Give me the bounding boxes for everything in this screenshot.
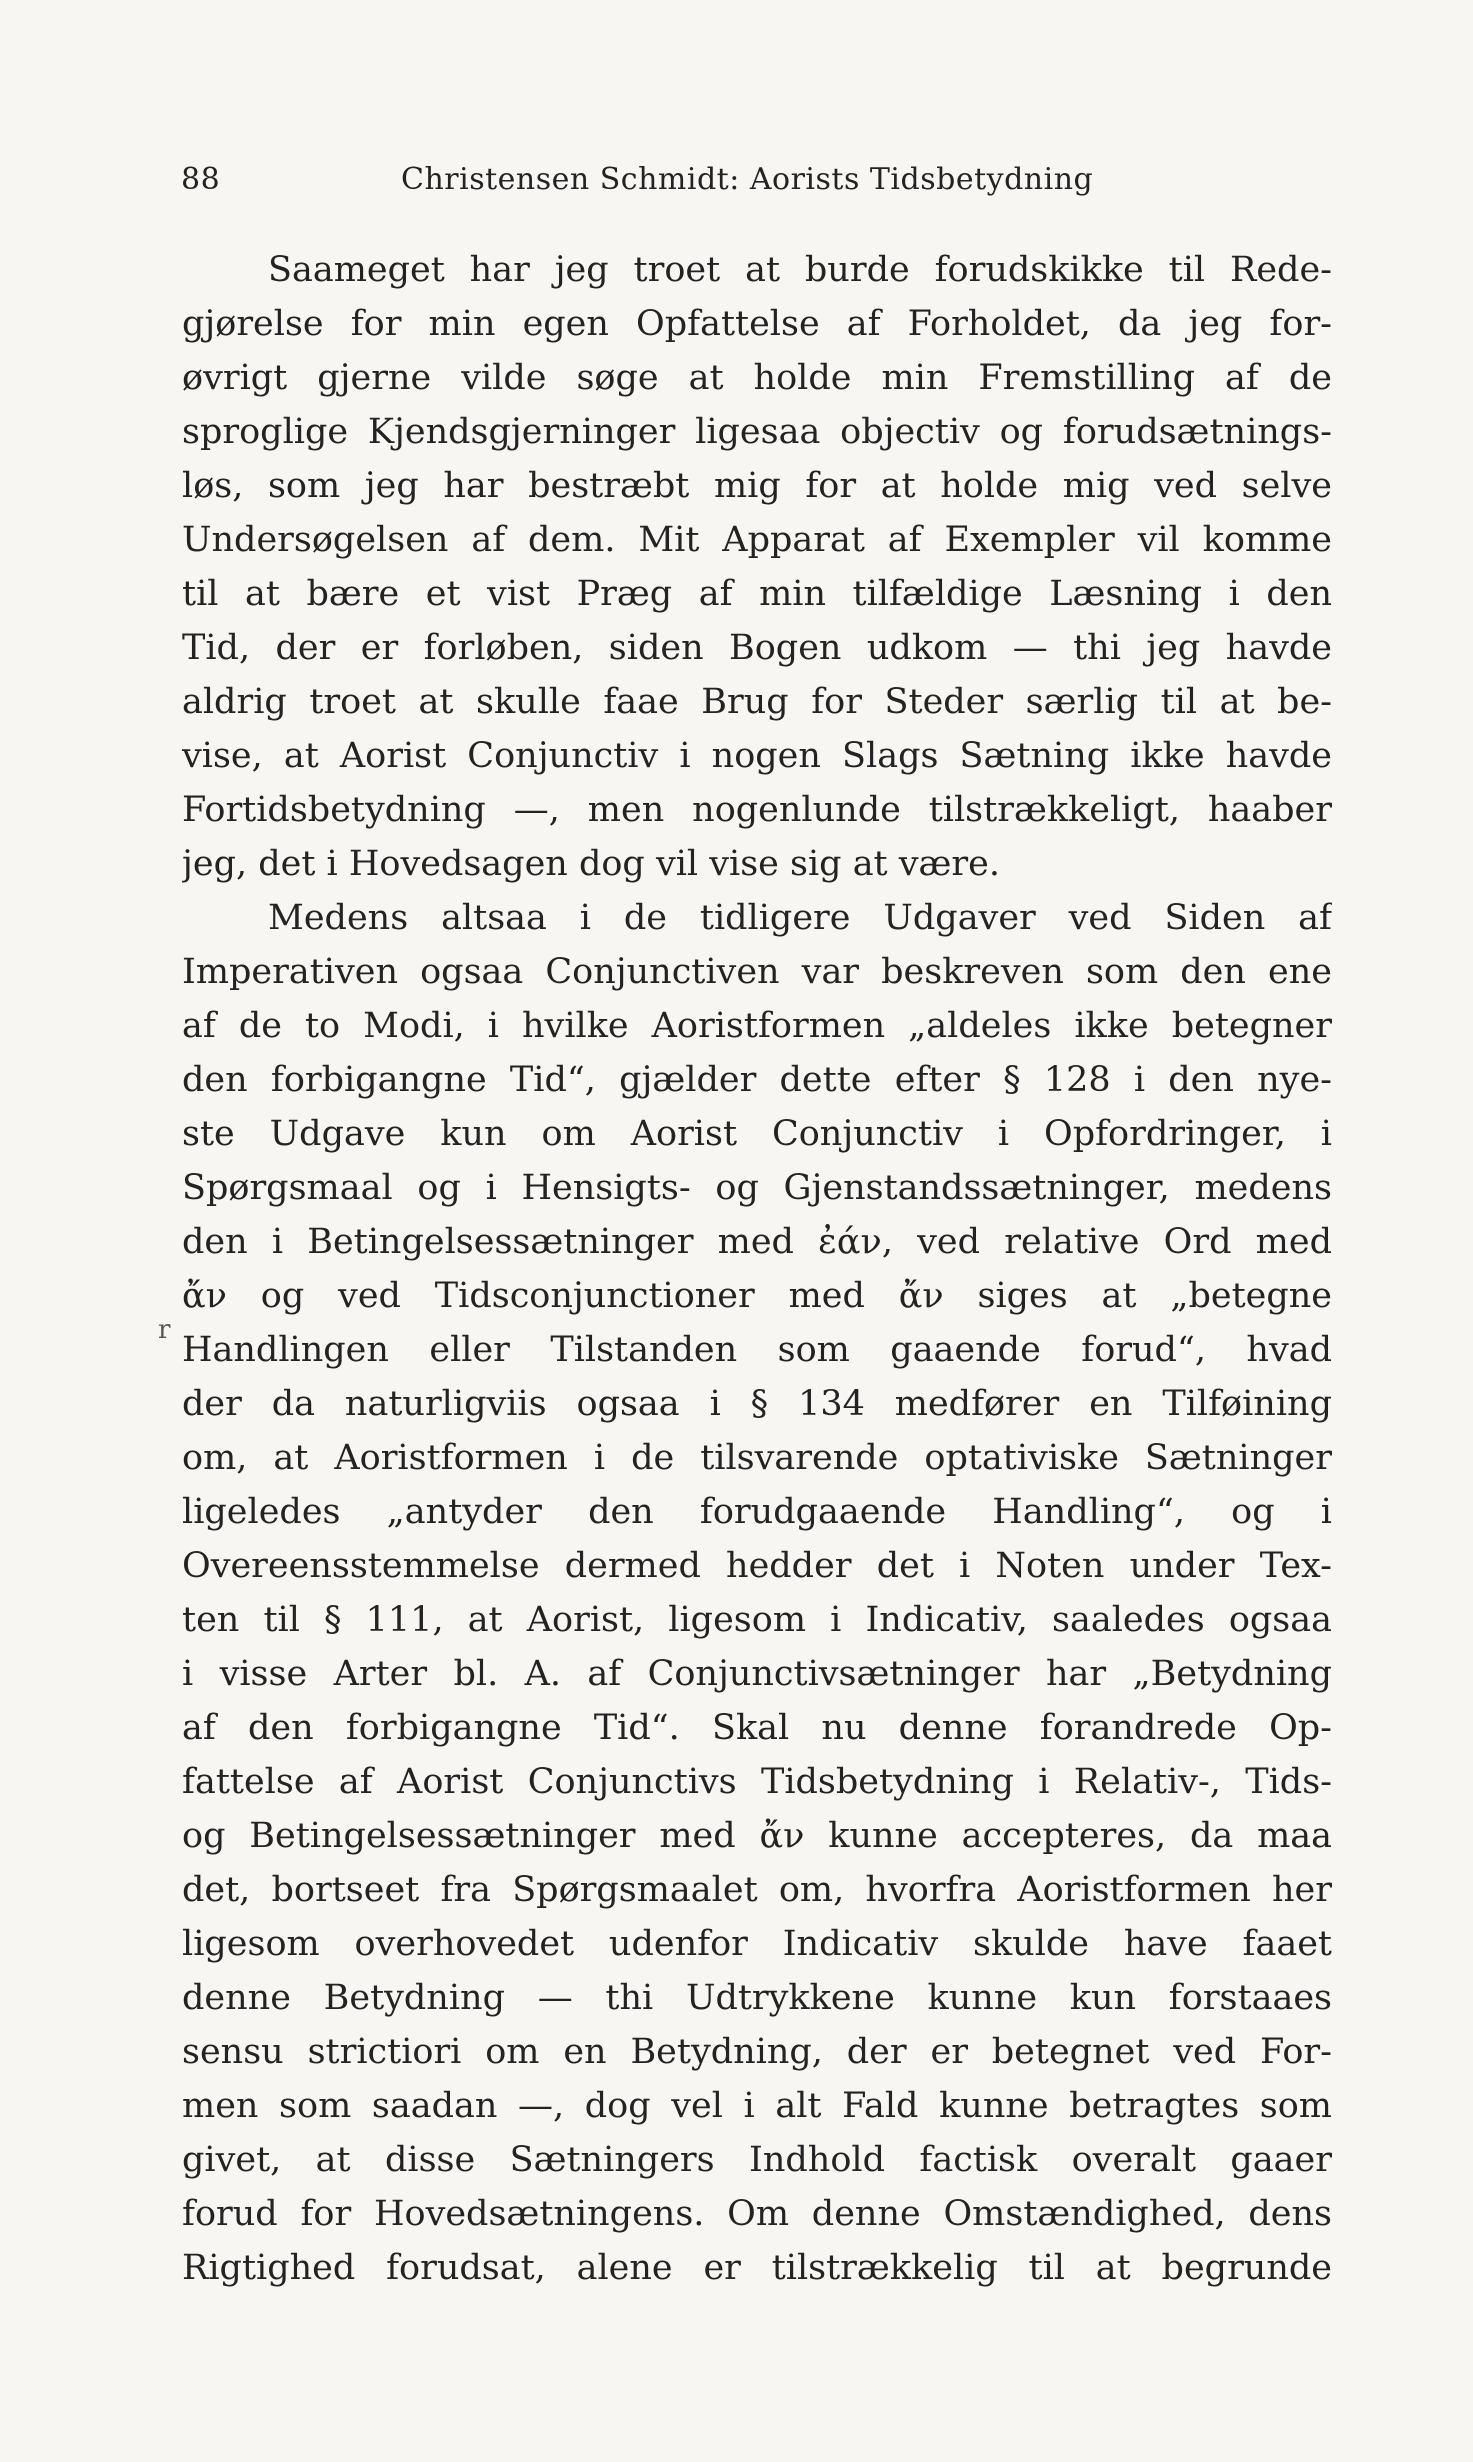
running-head: Christensen Schmidt: Aorists Tidsbetydning [401,162,1094,197]
text-line: Tid, der er forløben, siden Bogen udkom — thi jeg havde [182,628,1332,668]
text-line: men som saadan —, dog vel i alt Fald kunne betragtes som [182,2086,1332,2126]
page-header [181,152,1331,202]
text-line: det, bortseet fra Spørgsmaalet om, hvorfra Aoristformen her [182,1870,1332,1910]
text-line: Fortidsbetydning —, men nogenlunde tilstrækkeligt, haaber [182,790,1332,830]
text-line: der da naturligviis ogsaa i § 134 medfører en Tilføining [182,1384,1332,1424]
text-line: Spørgsmaal og i Hensigts- og Gjenstandssætninger, medens [182,1168,1332,1208]
text-line: og Betingelsessætninger med ἄν kunne accepteres, da maa [182,1816,1332,1856]
text-line: Undersøgelsen af dem. Mit Apparat af Exempler vil komme [182,520,1332,560]
text-line: Saameget har jeg troet at burde forudskikke til Rede- [268,250,1332,290]
text-line: Rigtighed forudsat, alene er tilstrækkelig til at begrunde [182,2248,1332,2288]
text-line: givet, at disse Sætningers Indhold factisk overalt gaaer [182,2140,1332,2180]
text-line: aldrig troet at skulle faae Brug for Steder særlig til at be- [182,682,1332,722]
text-line: jeg, det i Hovedsagen dog vil vise sig at være. [182,844,1000,884]
text-line: den forbigangne Tid“, gjælder dette efter § 128 i den nye- [182,1060,1332,1100]
text-line: om, at Aoristformen i de tilsvarende optativiske Sætninger [182,1438,1332,1478]
text-line: denne Betydning — thi Udtrykkene kunne kun forstaaes [182,1978,1332,2018]
text-line: i visse Arter bl. A. af Conjunctivsætninger har „Betydning [182,1654,1332,1694]
text-line: vise, at Aorist Conjunctiv i nogen Slags Sætning ikke havde [182,736,1332,776]
text-line: ligesom overhovedet udenfor Indicativ skulde have faaet [182,1924,1332,1964]
text-line: ligeledes „antyder den forudgaaende Handling“, og i [182,1492,1332,1532]
margin-mark: r [158,1315,171,1345]
body-text [182,243,1332,2295]
text-line: til at bære et vist Præg af min tilfældige Læsning i den [182,574,1332,614]
text-line: løs, som jeg har bestræbt mig for at holde mig ved selve [182,466,1332,506]
text-line: af den forbigangne Tid“. Skal nu denne forandrede Op- [182,1708,1332,1748]
text-line: Handlingen eller Tilstanden som gaaende forud“, hvad [182,1330,1332,1370]
text-line: sensu strictiori om en Betydning, der er betegnet ved For- [182,2032,1332,2072]
text-line: sproglige Kjendsgjerninger ligesaa objectiv og forudsætnings- [182,412,1332,452]
text-line: Imperativen ogsaa Conjunctiven var beskreven som den ene [182,952,1332,992]
text-line: fattelse af Aorist Conjunctivs Tidsbetydning i Relativ-, Tids- [182,1762,1332,1802]
text-line: gjørelse for min egen Opfattelse af Forholdet, da jeg for- [182,304,1332,344]
text-line: øvrigt gjerne vilde søge at holde min Fremstilling af de [182,358,1332,398]
text-line: ἄν og ved Tidsconjunctioner med ἄν siges at „betegne [182,1276,1332,1316]
text-line: Overeensstemmelse dermed hedder det i Noten under Tex- [182,1546,1332,1586]
page-number: 88 [181,162,221,197]
text-line: Medens altsaa i de tidligere Udgaver ved Siden af [268,898,1332,938]
text-line: af de to Modi, i hvilke Aoristformen „aldeles ikke betegner [182,1006,1332,1046]
text-line: ten til § 111, at Aorist, ligesom i Indicativ, saaledes ogsaa [182,1600,1332,1640]
text-line: ste Udgave kun om Aorist Conjunctiv i Opfordringer, i [182,1114,1332,1154]
text-line: den i Betingelsessætninger med ἐάν, ved relative Ord med [182,1222,1332,1262]
text-line: forud for Hovedsætningens. Om denne Omstændighed, dens [182,2194,1332,2234]
